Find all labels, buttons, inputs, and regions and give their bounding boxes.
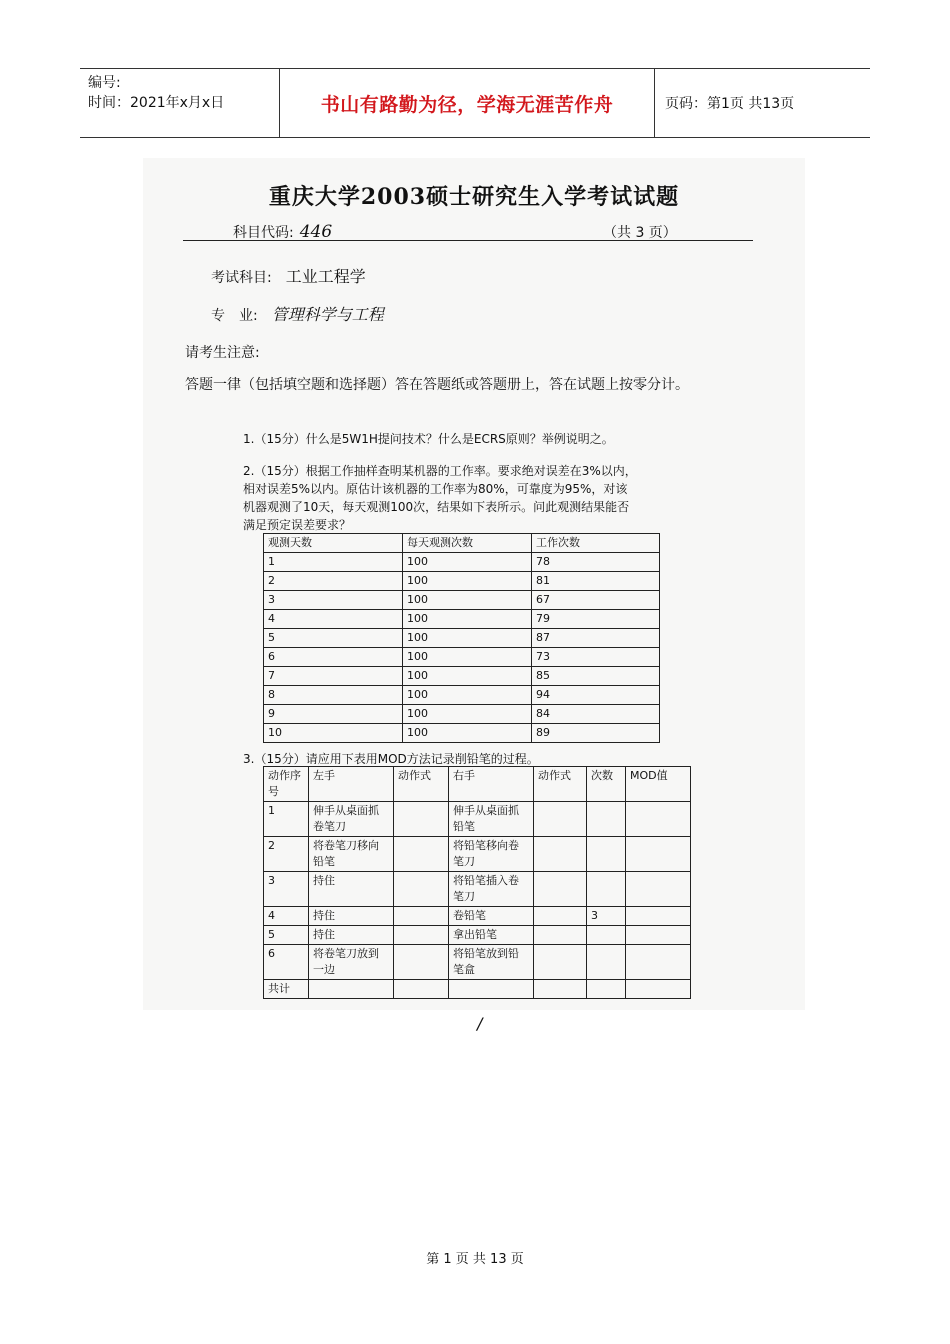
table-row: [264, 907, 691, 926]
table-header-row: [264, 534, 660, 553]
table-cell: 100: [403, 648, 532, 667]
exam-title: 重庆大学2003硕士研究生入学考试试题: [268, 184, 680, 210]
table-cell: [394, 945, 449, 980]
table-cell: 81: [532, 572, 660, 591]
question-1: 1.（15分）什么是5W1H提问技术？什么是ECRS原则？举例说明之。: [243, 432, 614, 446]
table-cell: 100: [403, 724, 532, 743]
header-meta: [80, 69, 280, 137]
table-header-row: [264, 767, 691, 802]
table-cell: 100: [403, 686, 532, 705]
column-header: 观测天数: [264, 534, 403, 553]
table-cell: 100: [403, 667, 532, 686]
mod-table: [263, 766, 691, 999]
table-cell: 1: [264, 802, 309, 837]
table-cell: 67: [532, 591, 660, 610]
table-cell: 将铅笔插入卷笔刀: [449, 872, 534, 907]
table-row: [264, 553, 660, 572]
table-cell: 6: [264, 648, 403, 667]
table-cell: 100: [403, 553, 532, 572]
column-header: 每天观测次数: [403, 534, 532, 553]
question-2-line: 2.（15分）根据工作抽样查明某机器的工作率。要求绝对误差在3%以内，: [243, 464, 637, 478]
table-cell: [534, 837, 587, 872]
scanned-exam-page: [143, 158, 805, 1033]
table-cell: 78: [532, 553, 660, 572]
table-cell: 持住: [309, 926, 394, 945]
table-cell: 9: [264, 705, 403, 724]
table-cell: 2: [264, 837, 309, 872]
question-3: 3.（15分）请应用下表用MOD方法记录削铅笔的过程。: [243, 752, 539, 766]
column-header: 动作式: [534, 767, 587, 802]
table-cell: 2: [264, 572, 403, 591]
table-cell: 持住: [309, 872, 394, 907]
question-2-line: 机器观测了10天，每天观测100次，结果如下表所示。问此观测结果能否: [243, 500, 630, 514]
page-info: 页码：第1页 共13页: [665, 96, 795, 112]
table-cell: 6: [264, 945, 309, 980]
code-label: 科目代码:: [233, 225, 294, 241]
table-row: [264, 686, 660, 705]
table-cell: [394, 907, 449, 926]
table-cell: 100: [403, 591, 532, 610]
table-cell: 将卷笔刀放到一边: [309, 945, 394, 980]
notice-heading: 请考生注意:: [185, 345, 260, 361]
table-cell: [626, 837, 691, 872]
table-cell: [626, 980, 691, 999]
table-cell: [587, 926, 626, 945]
table-cell: 10: [264, 724, 403, 743]
table-cell: 持住: [309, 907, 394, 926]
table-cell: 94: [532, 686, 660, 705]
table-row: [264, 980, 691, 999]
table-cell: 5: [264, 629, 403, 648]
table-cell: [394, 980, 449, 999]
table-cell: [587, 872, 626, 907]
table-row: [264, 610, 660, 629]
table-cell: [534, 980, 587, 999]
table-cell: [534, 872, 587, 907]
notice-text: 答题一律（包括填空题和选择题）答在答题纸或答题册上，答在试题上按零分计。: [185, 377, 689, 393]
table-cell: 89: [532, 724, 660, 743]
table-cell: [534, 802, 587, 837]
table-cell: [309, 980, 394, 999]
header-rule: [183, 240, 753, 241]
table-row: [264, 629, 660, 648]
exam-page-count: （共 3 页）: [603, 225, 677, 241]
table-cell: [394, 872, 449, 907]
table-cell: [534, 926, 587, 945]
table-row: [264, 648, 660, 667]
table-row: [264, 926, 691, 945]
table-cell: [587, 837, 626, 872]
table-cell: 5: [264, 926, 309, 945]
column-header: 左手: [309, 767, 394, 802]
table-cell: [394, 837, 449, 872]
table-row: [264, 705, 660, 724]
table-cell: 1: [264, 553, 403, 572]
table-cell: [394, 802, 449, 837]
table-cell: [626, 926, 691, 945]
table-cell: [626, 945, 691, 980]
table-cell: [626, 907, 691, 926]
table-cell: 3: [264, 872, 309, 907]
table-cell: 伸手从桌面抓卷笔刀: [309, 802, 394, 837]
table-row: [264, 591, 660, 610]
handwritten-mark: /: [477, 1014, 483, 1033]
table-cell: [534, 907, 587, 926]
table-cell: 共计: [264, 980, 309, 999]
table-cell: [587, 980, 626, 999]
table-cell: 8: [264, 686, 403, 705]
table-cell: [587, 945, 626, 980]
question-2: [243, 462, 637, 534]
subject-label: 考试科目:: [211, 270, 272, 286]
column-header: 次数: [587, 767, 626, 802]
table-cell: [587, 802, 626, 837]
table-cell: 87: [532, 629, 660, 648]
table-cell: 100: [403, 705, 532, 724]
table-cell: [394, 926, 449, 945]
table-cell: 100: [403, 629, 532, 648]
table-row: [264, 572, 660, 591]
table-cell: 79: [532, 610, 660, 629]
table-cell: [626, 802, 691, 837]
table-cell: [626, 872, 691, 907]
table-row: [264, 667, 660, 686]
table-cell: 4: [264, 907, 309, 926]
time-label: 时间：2021年x月x日: [88, 95, 225, 111]
motto: 书山有路勤为径，学海无涯苦作舟: [280, 69, 655, 137]
table-cell: 卷铅笔: [449, 907, 534, 926]
column-header: 右手: [449, 767, 534, 802]
major-value: 管理科学与工程: [271, 305, 384, 324]
code-value: 446: [299, 222, 333, 242]
table-cell: 3: [264, 591, 403, 610]
table-row: [264, 802, 691, 837]
table-cell: 将铅笔移向卷笔刀: [449, 837, 534, 872]
major-row: [211, 302, 384, 325]
table-cell: 7: [264, 667, 403, 686]
page-header: [80, 68, 870, 138]
major-label: 专 业:: [211, 308, 258, 324]
subject-row: [211, 264, 366, 287]
column-header: MOD值: [626, 767, 691, 802]
table-row: [264, 872, 691, 907]
table-row: [264, 945, 691, 980]
subject-value: 工业工程学: [285, 267, 366, 286]
table-cell: 将铅笔放到铅笔盒: [449, 945, 534, 980]
table-cell: 84: [532, 705, 660, 724]
table-cell: 100: [403, 610, 532, 629]
table-cell: 将卷笔刀移向铅笔: [309, 837, 394, 872]
table-cell: 85: [532, 667, 660, 686]
table-cell: 拿出铅笔: [449, 926, 534, 945]
page-footer: 第 1 页 共 13 页: [426, 1252, 524, 1267]
observation-table: [263, 533, 660, 743]
table-cell: 100: [403, 572, 532, 591]
column-header: 动作式: [394, 767, 449, 802]
table-row: [264, 724, 660, 743]
table-cell: 3: [587, 907, 626, 926]
question-2-line: 相对误差5%以内。原估计该机器的工作率为80%，可靠度为95%，对该: [243, 482, 628, 496]
subject-code-row: [233, 222, 332, 242]
number-label: 编号:: [88, 75, 121, 91]
question-2-line: 满足预定误差要求？: [243, 518, 352, 532]
table-cell: 73: [532, 648, 660, 667]
table-cell: [449, 980, 534, 999]
table-cell: 4: [264, 610, 403, 629]
table-cell: 伸手从桌面抓铅笔: [449, 802, 534, 837]
column-header: 工作次数: [532, 534, 660, 553]
table-cell: [534, 945, 587, 980]
column-header: 动作序号: [264, 767, 309, 802]
table-row: [264, 837, 691, 872]
